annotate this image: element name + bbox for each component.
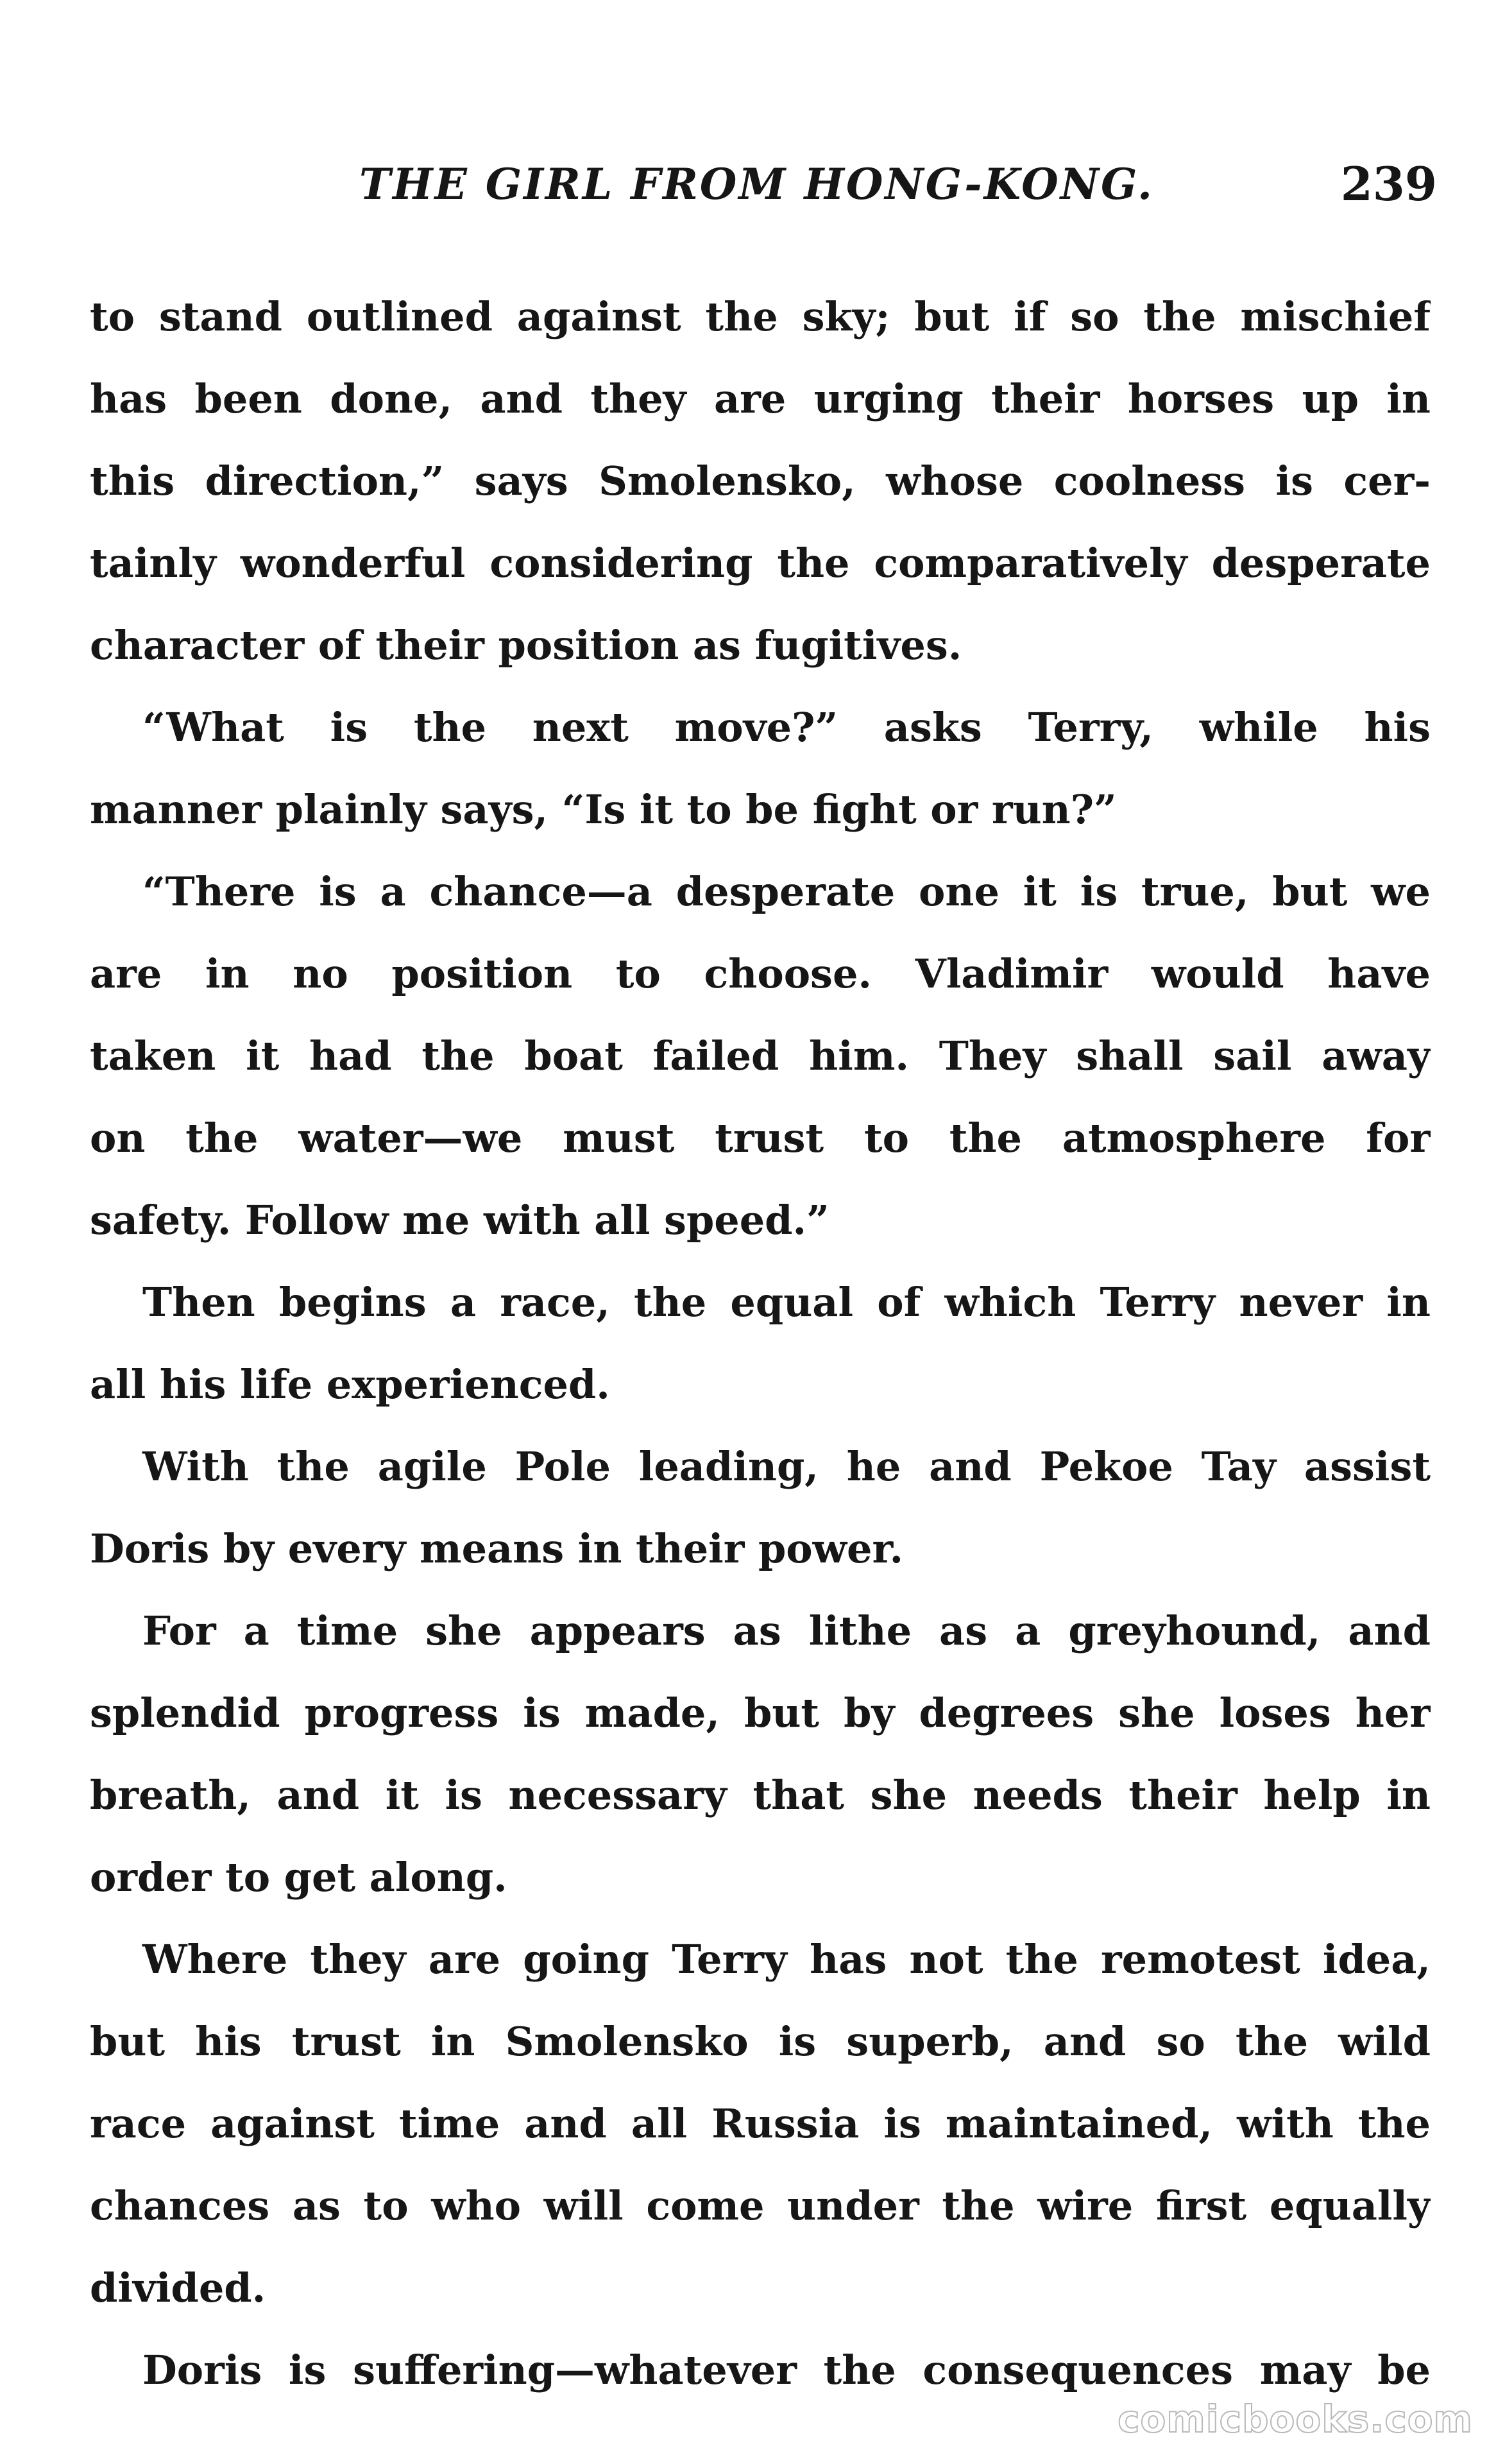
text-line: but his trust in Smolensko is superb, and so the wild (90, 2018, 1431, 2065)
text-line: For a time she appears as lithe as a greyhound, and (142, 1607, 1431, 1654)
text-line: “What is the next move?” asks Terry, while his (142, 704, 1431, 751)
text-line: chances as to who will come under the wire first equally (90, 2182, 1431, 2229)
text-line: safety. Follow me with all speed.” (90, 1197, 829, 1244)
text-line: this direction,” says Smolensko, whose coolness is cer- (90, 458, 1431, 504)
text-line: Then begins a race, the equal of which Terry never in (142, 1279, 1431, 1326)
body-text (90, 276, 1431, 2411)
text-line: Doris by every means in their power. (90, 1525, 904, 1572)
text-line: divided. (90, 2264, 266, 2311)
page-header (90, 159, 1437, 230)
text-line: With the agile Pole leading, he and Pekoe Tay assist (142, 1443, 1431, 1490)
text-line: manner plainly says, “Is it to be fight or run?” (90, 786, 1117, 833)
text-line: race against time and all Russia is maintained, with the (90, 2100, 1431, 2147)
text-line: breath, and it is necessary that she needs their help in (90, 1772, 1431, 1818)
text-line: Doris is suffering—whatever the consequences may be (142, 2347, 1431, 2393)
text-line: has been done, and they are urging their horses up in (90, 375, 1431, 422)
text-line: splendid progress is made, but by degrees she loses her (90, 1690, 1431, 1736)
text-line: on the water—we must trust to the atmosphere for (90, 1115, 1431, 1161)
text-line: character of their position as fugitives. (90, 622, 962, 669)
text-line: tainly wonderful considering the comparatively desperate (90, 540, 1431, 586)
running-title: THE GIRL FROM HONG-KONG. (359, 159, 1155, 209)
text-line: “There is a chance—a desperate one it is true, but we (142, 868, 1431, 915)
text-line: order to get along. (90, 1854, 507, 1901)
text-line: Where they are going Terry has not the remotest idea, (142, 1936, 1431, 1983)
watermark: comicbooks.com (1118, 2397, 1473, 2441)
text-line: taken it had the boat failed him. They shall sail away (90, 1032, 1431, 1079)
text-line: are in no position to choose. Vladimir would have (90, 950, 1431, 997)
text-line: all his life experienced. (90, 1361, 610, 1408)
text-line: to stand outlined against the sky; but if so the mischief (90, 293, 1431, 340)
page-number: 239 (1340, 157, 1437, 211)
